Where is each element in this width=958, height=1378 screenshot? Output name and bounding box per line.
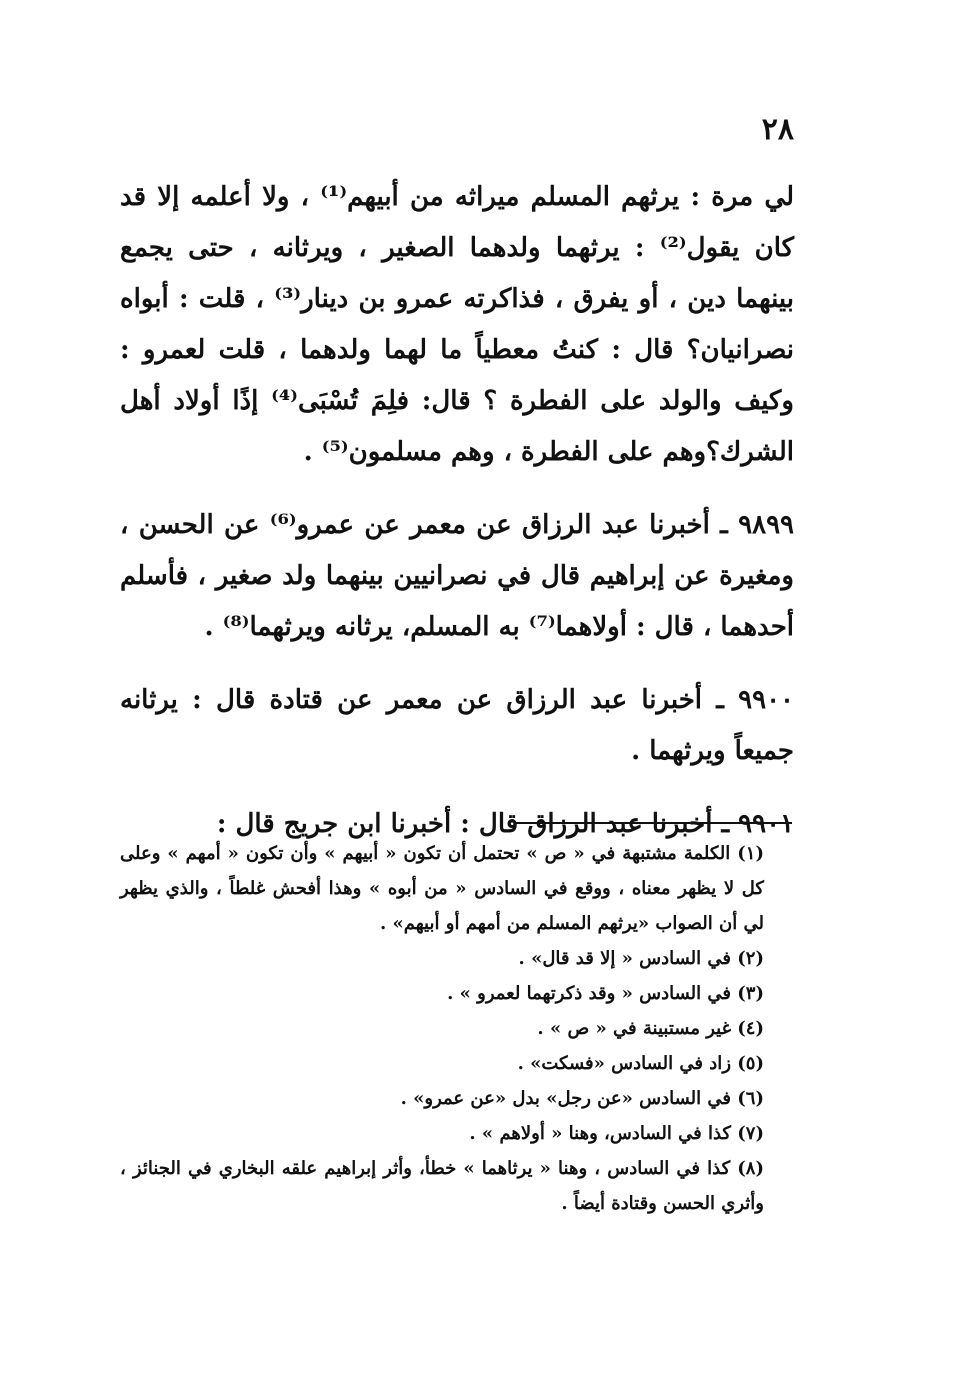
footnote-3: (٣) في السادس « وقد ذكرتهما لعمرو » . — [447, 983, 764, 1004]
hadith-9900: ٩٩٠٠ ـ أخبرنا عبد الرزاق عن معمر عن قتادة قال : يرثانه جميعاً ويرثهما . — [120, 685, 794, 766]
footnote-8: (٨) كذا في السادس ، وهنا « يرثاهما » خطأ، وأثر إبراهيم علقه البخاري في الجنائز ، وأثري الحسن وقتادة أيضاً . — [120, 1158, 764, 1214]
footnote-1: (١) الكلمة مشتبهة في « ص » تحتمل أن تكون « أبيهم » وأن تكون « أمهم » وعلى كل لا يظهر معناه ، ووقع في السادس « من أبوه » وهذا أفحش غلطاً ، والذي يظهر لي أن الصواب «يرثهم المسلم من أمهم أو أبيهم» . — [120, 843, 764, 934]
paragraph-continuation: لي مرة : يرثهم المسلم ميراثه من أبيهم⁽¹⁾ ، ولا أعلمه إلا قد كان يقول⁽²⁾ : يرثهما ولدهما الصغير ، ويرثانه ، حتى يجمع بينهما دين ، أو يفرق ، فذاكرته عمرو بن دينار⁽³⁾ ، قلت : أبواه نصرانيان؟ قال : كنتُ معطياً ما لهما ولدهما ، قلت لعمرو : وكيف والولد على الفطرة ؟ قال: فلِمَ تُسْبَى⁽⁴⁾ إذًا أولاد أهل الشرك؟وهم على الفطرة ، وهم مسلمون⁽⁵⁾ . — [120, 182, 794, 467]
footnote-7: (٧) كذا في السادس، وهنا « أولاهم » . — [469, 1123, 764, 1144]
footnotes — [120, 836, 794, 1221]
footnote-4: (٤) غير مستبينة في « ص » . — [537, 1018, 764, 1039]
main-text — [120, 172, 794, 850]
hadith-9899: ٩٨٩٩ ـ أخبرنا عبد الرزاق عن معمر عن عمرو⁽⁶⁾ عن الحسن ، ومغيرة عن إبراهيم قال في نصرانيين بينهما ولد صغير ، فأسلم أحدهما ، قال : أولاهما⁽⁷⁾ به المسلم، يرثانه ويرثهما⁽⁸⁾ . — [120, 510, 795, 642]
footnote-divider — [516, 822, 792, 824]
page-number: ٢٨ — [761, 112, 794, 147]
footnote-5: (٥) زاد في السادس «فسكت» . — [517, 1053, 764, 1074]
hadith-9901: ٩٩٠١ ـ أخبرنا عبد الرزاق قال : أخبرنا ابن جريج قال : — [216, 809, 794, 839]
footnote-6: (٦) في السادس «عن رجل» بدل «عن عمرو» . — [400, 1088, 764, 1109]
footnote-2: (٢) في السادس « إلا قد قال» . — [518, 948, 764, 969]
